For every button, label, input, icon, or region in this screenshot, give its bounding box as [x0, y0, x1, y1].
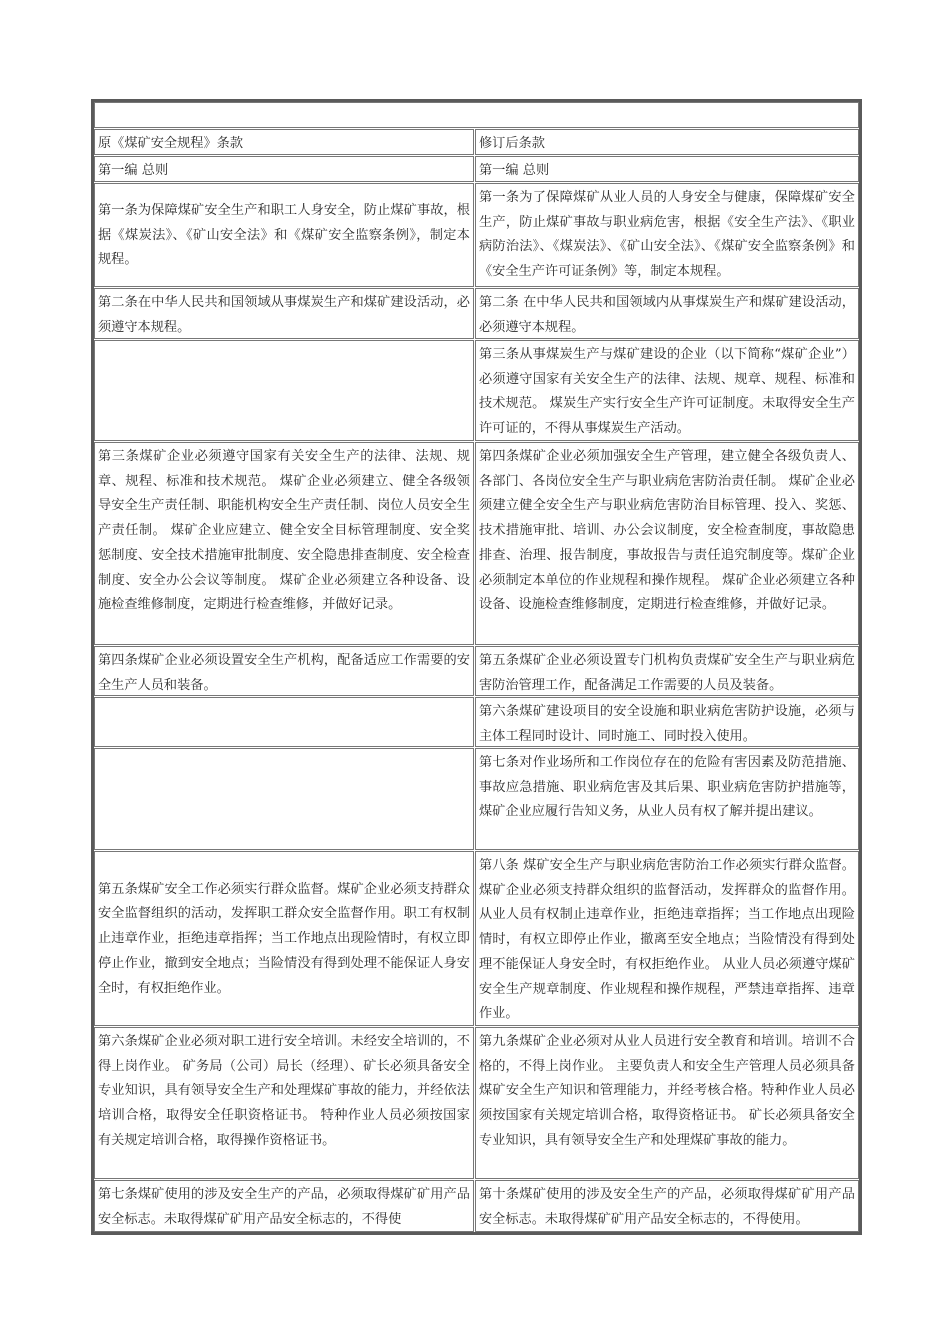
original-clause-cell — [94, 851, 474, 1026]
revised-clause-cell: 第五条煤矿企业必须设置专门机构负责煤矿安全生产与职业病危害防治管理工作，配备满足工作需要的人员及装备。 — [475, 646, 859, 696]
original-clause-text: 第一条为保障煤矿安全生产和职工人身安全，防止煤矿事故，根据《煤炭法》、《矿山安全法》和《煤矿安全监察条例》，制定本规程。 — [98, 202, 470, 268]
revised-clause-cell: 第十条煤矿使用的涉及安全生产的产品，必须取得煤矿矿用产品安全标志。未取得煤矿矿用产品安全标志的，不得使用。 — [475, 1180, 859, 1232]
table-row — [94, 748, 859, 850]
table-row — [94, 442, 859, 645]
table-row — [94, 1180, 859, 1232]
table-blank-top-row — [94, 102, 859, 128]
revised-clause-cell: 第一编 总则 — [475, 156, 859, 182]
table-row — [94, 697, 859, 747]
original-clause-cell — [94, 183, 474, 287]
original-clause-cell — [94, 340, 474, 441]
original-clause-header: 原《煤矿安全规程》条款 — [94, 129, 474, 155]
regulation-comparison-table — [91, 99, 862, 1235]
revised-clause-cell: 第六条煤矿建设项目的安全设施和职业病危害防护设施，必须与主体工程同时设计、同时施工、同时投入使用。 — [475, 697, 859, 747]
original-clause-cell — [94, 748, 474, 850]
table-row — [94, 340, 859, 441]
table-row — [94, 1027, 859, 1179]
original-clause-cell — [94, 697, 474, 747]
table-row — [94, 851, 859, 1026]
revised-clause-cell: 第八条 煤矿安全生产与职业病危害防治工作必须实行群众监督。煤矿企业必须支持群众组织的监督活动，发挥群众的监督作用。 从业人员有权制止违章作业，拒绝违章指挥；当工作地点出现险情时，有权立即停止作业，撤离至安全地点；当险情没有得到处理不能保证人身安全时，有权拒绝作业。 从业人员必须遵守煤矿安全生产规章制度、作业规程和操作规程，严禁违章指挥、违章作业。 — [475, 851, 859, 1026]
revised-clause-cell: 第三条从事煤炭生产与煤矿建设的企业（以下简称“煤矿企业”）必须遵守国家有关安全生产的法律、法规、规章、规程、标准和技术规范。 煤炭生产实行安全生产许可证制度。未取得安全生产许可证的，不得从事煤炭生产活动。 — [475, 340, 859, 441]
revised-clause-cell: 第七条对作业场所和工作岗位存在的危险有害因素及防范措施、事故应急措施、职业病危害及其后果、职业病危害防护措施等，煤矿企业应履行告知义务，从业人员有权了解并提出建议。 — [475, 748, 859, 850]
revised-clause-cell: 第二条 在中华人民共和国领域内从事煤炭生产和煤矿建设活动，必须遵守本规程。 — [475, 288, 859, 339]
original-clause-cell: 第二条在中华人民共和国领域从事煤炭生产和煤矿建设活动，必须遵守本规程。 — [94, 288, 474, 339]
original-clause-cell: 第一编 总则 — [94, 156, 474, 182]
original-clause-cell: 第七条煤矿使用的涉及安全生产的产品，必须取得煤矿矿用产品安全标志。未取得煤矿矿用产品安全标志的，不得使 — [94, 1180, 474, 1232]
original-clause-cell: 第四条煤矿企业必须设置安全生产机构，配备适应工作需要的安全生产人员和装备。 — [94, 646, 474, 696]
blank-header-cell — [94, 102, 859, 128]
revised-clause-cell: 第四条煤矿企业必须加强安全生产管理，建立健全各级负责人、各部门、各岗位安全生产与职业病危害防治责任制。 煤矿企业必须建立健全安全生产与职业病危害防治目标管理、投入、奖惩、技术措施审批、培训、办公会议制度，安全检查制度，事故隐患排查、治理、报告制度，事故报告与责任追究制度等。煤矿企业必须制定本单位的作业规程和操作规程。 煤矿企业必须建立各种设备、设施检查维修制度，定期进行检查维修，并做好记录。 — [475, 442, 859, 645]
original-clause-cell: 第六条煤矿企业必须对职工进行安全培训。未经安全培训的，不得上岗作业。 矿务局（公司）局长（经理）、矿长必须具备安全专业知识，具有领导安全生产和处理煤矿事故的能力，并经依法培训合格，取得安全任职资格证书。 特种作业人员必须按国家有关规定培训合格，取得操作资格证书。 — [94, 1027, 474, 1179]
revised-clause-cell: 第一条为了保障煤矿从业人员的人身安全与健康，保障煤矿安全生产，防止煤矿事故与职业病危害，根据《安全生产法》、《职业病防治法》、《煤炭法》、《矿山安全法》、《煤矿安全监察条例》和《安全生产许可证条例》等，制定本规程。 — [475, 183, 859, 287]
table-row — [94, 156, 859, 182]
table-row — [94, 288, 859, 339]
revised-clause-cell: 第九条煤矿企业必须对从业人员进行安全教育和培训。培训不合格的，不得上岗作业。 主要负责人和安全生产管理人员必须具备煤矿安全生产知识和管理能力，并经考核合格。特种作业人员必须按国家有关规定培训合格，取得资格证书。 矿长必须具备安全专业知识，具有领导安全生产和处理煤矿事故的能力。 — [475, 1027, 859, 1179]
table-row — [94, 646, 859, 696]
table-row — [94, 183, 859, 287]
table-header-row — [94, 129, 859, 155]
revised-clause-header: 修订后条款 — [475, 129, 859, 155]
original-clause-text: 第五条煤矿安全工作必须实行群众监督。煤矿企业必须支持群众安全监督组织的活动，发挥职工群众安全监督作用。职工有权制止违章作业，拒绝违章指挥；当工作地点出现险情时，有权立即停止作业，撤到安全地点；当险情没有得到处理不能保证人身安全时，有权拒绝作业。 — [98, 881, 470, 996]
original-clause-cell: 第三条煤矿企业必须遵守国家有关安全生产的法律、法规、规章、规程、标准和技术规范。 煤矿企业必须建立、健全各级领导安全生产责任制、职能机构安全生产责任制、岗位人员安全生产责任制。 煤矿企业应建立、健全安全目标管理制度、安全奖惩制度、安全技术措施审批制度、安全隐患排查制度、安全检查制度、安全办公会议等制度。 煤矿企业必须建立各种设备、设施检查维修制度，定期进行检查维修，并做好记录。 — [94, 442, 474, 645]
